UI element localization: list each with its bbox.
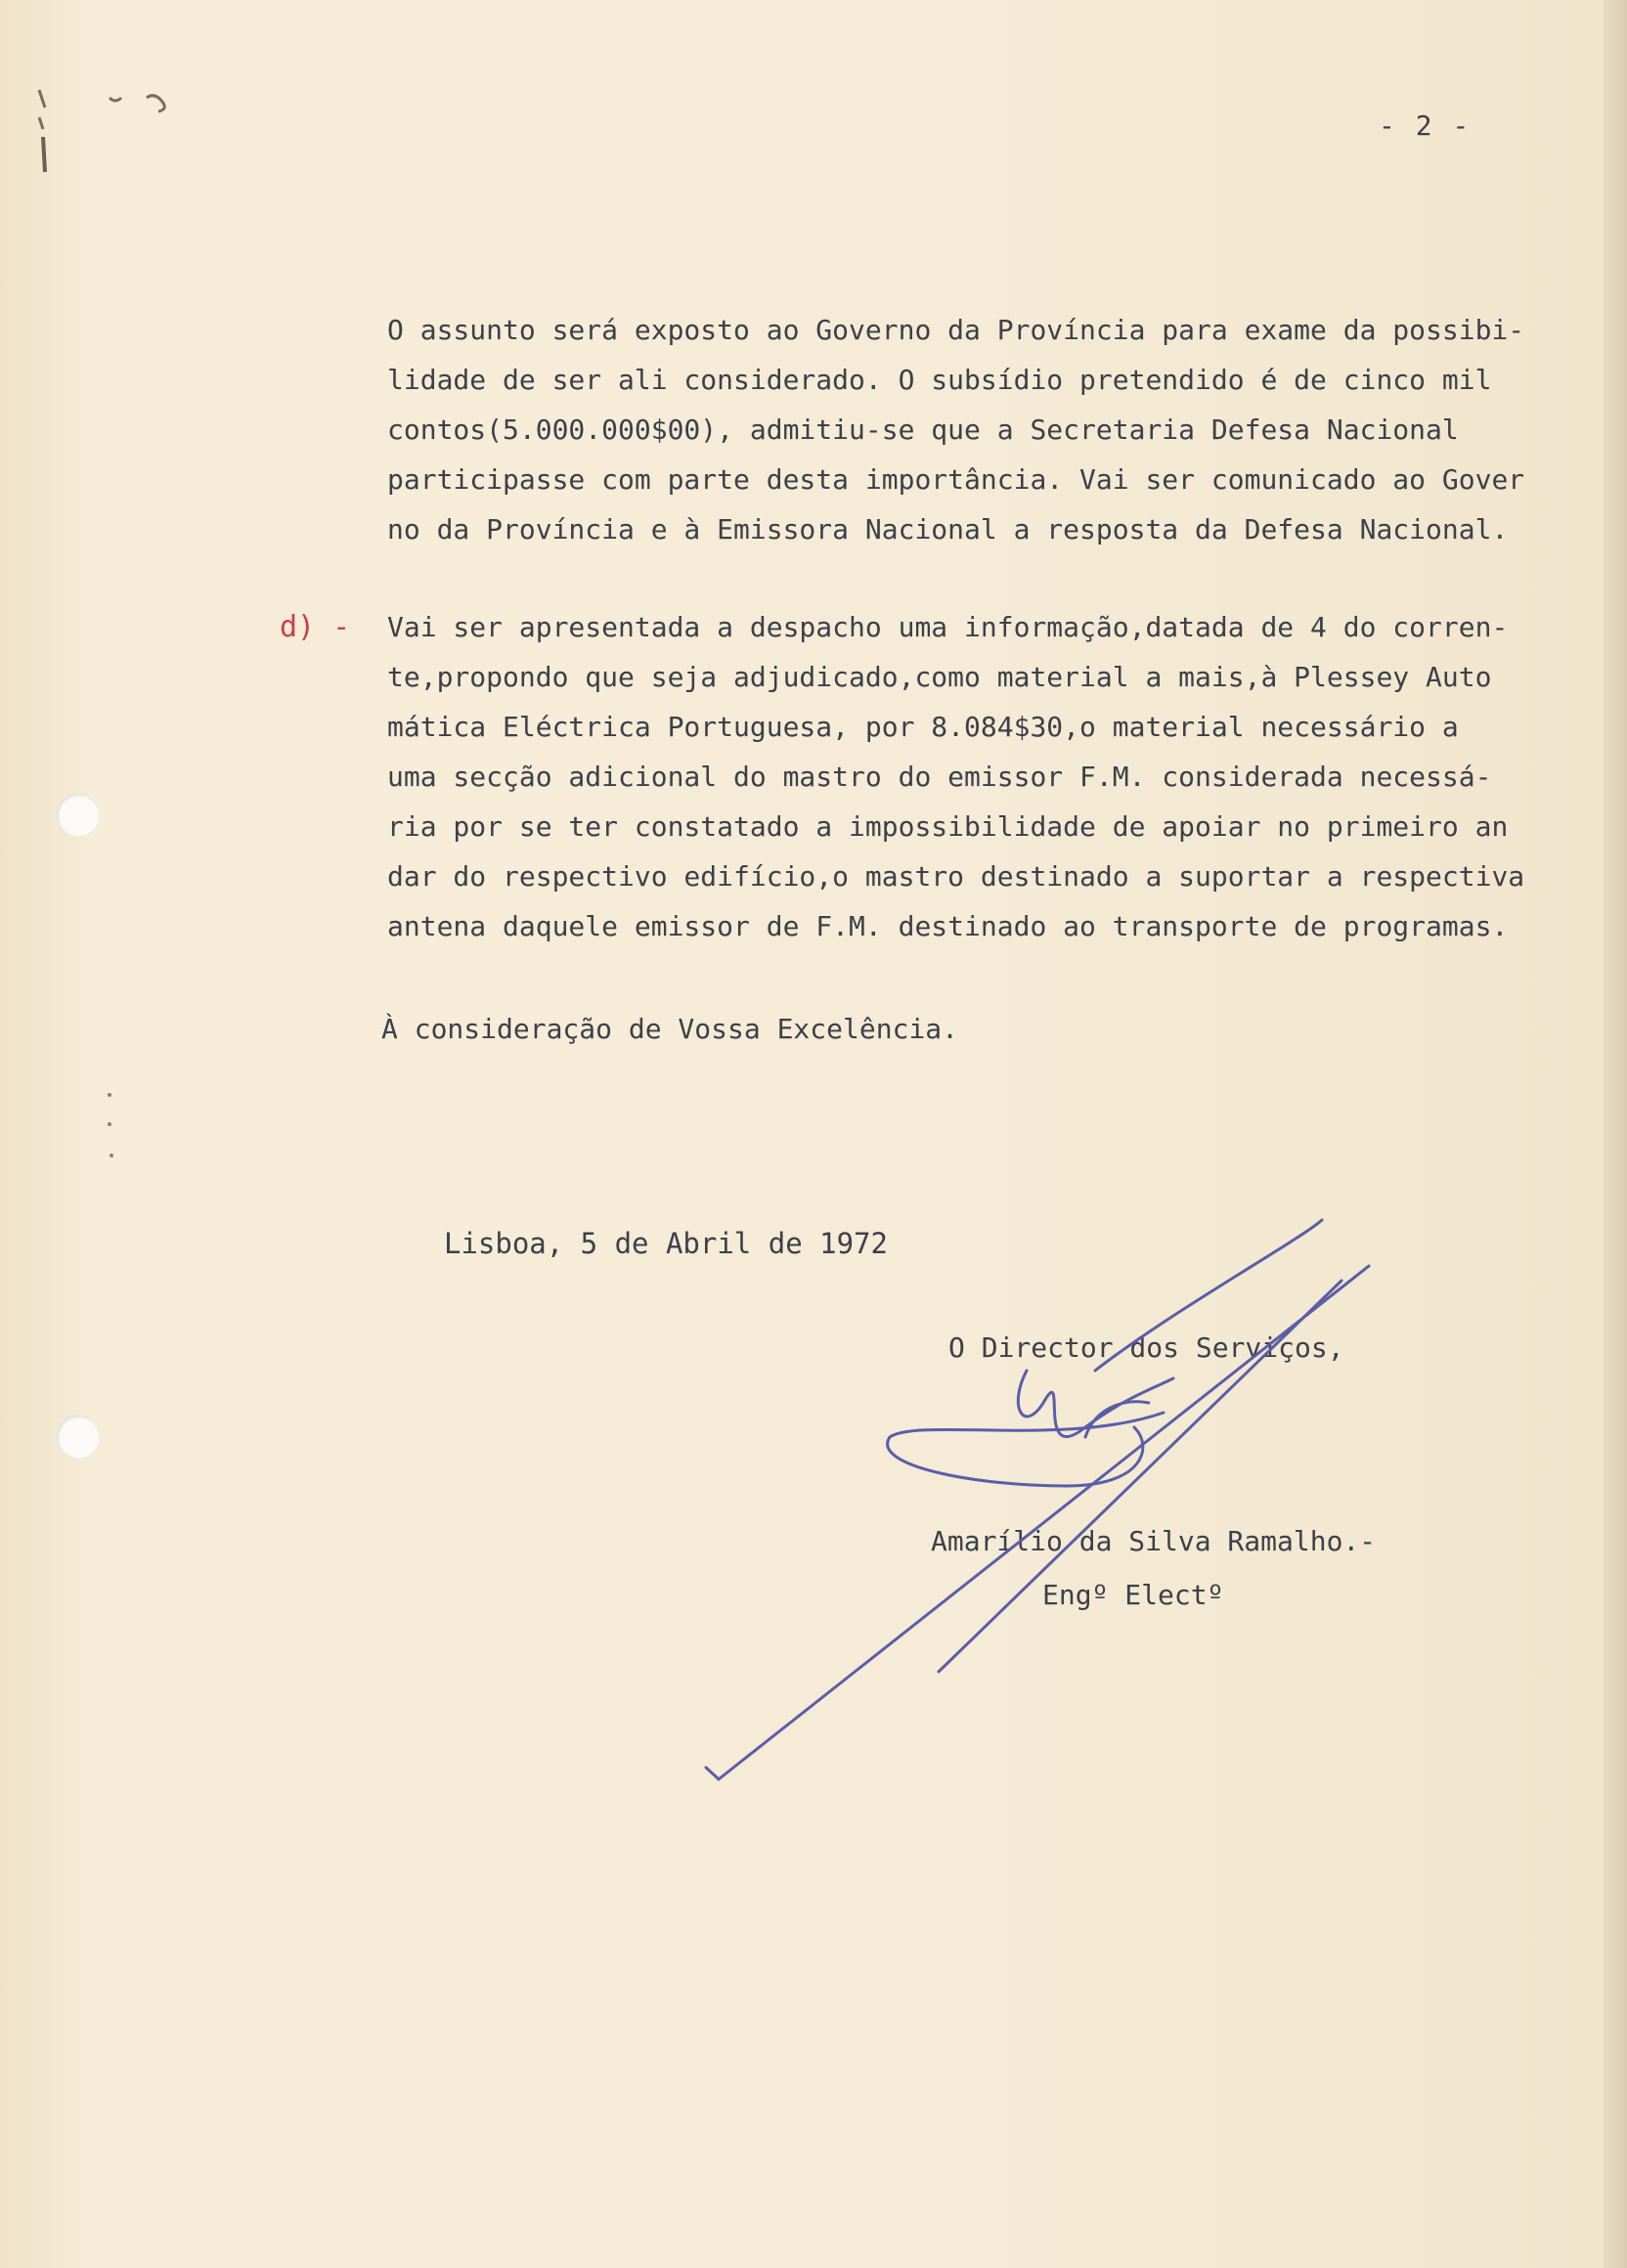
text-line: te,propondo que seja adjudicado,como material a mais,à Plessey Auto (387, 661, 1492, 693)
signatory-title: Engº Electº (1042, 1579, 1224, 1611)
item-d-marker: d) - (280, 610, 351, 644)
page-number: - 2 - (1379, 109, 1472, 142)
text-line: Vai ser apresentada a despacho uma informação,datada de 4 do corren- (387, 611, 1509, 643)
paper-edge (1604, 0, 1627, 2268)
punch-hole (57, 794, 100, 837)
text-line: lidade de ser ali considerado. O subsídio pretendido é de cinco mil (387, 364, 1492, 396)
text-line: participasse com parte desta importância. Vai ser comunicado ao Gover (387, 463, 1525, 496)
text-line: dar do respectivo edifício,o mastro destinado a suportar a respectiva (387, 860, 1525, 893)
paragraph-item-d (387, 602, 1525, 951)
text-line: ria por se ter constatado a impossibilidade de apoiar no primeiro an (387, 810, 1509, 843)
text-line: contos(5.000.000$00), admitiu-se que a Secretaria Defesa Nacional (387, 414, 1459, 446)
text-line: uma secção adicional do mastro do emissor F.M. considerada necessá- (387, 761, 1492, 793)
text-line: O assunto será exposto ao Governo da Província para exame da possibi- (387, 314, 1525, 346)
text-line: mática Eléctrica Portuguesa, por 8.084$30,o material necessário a (387, 711, 1459, 743)
punch-hole (57, 1416, 100, 1459)
paragraph-first (387, 305, 1525, 554)
closing-line: À consideração de Vossa Excelência. (381, 1013, 959, 1045)
place-date: Lisboa, 5 de Abril de 1972 (444, 1227, 888, 1260)
signatory-name: Amarílio da Silva Ramalho.- (931, 1525, 1377, 1557)
signatory-role: O Director dos Serviços, (948, 1331, 1344, 1364)
text-line: antena daquele emissor de F.M. destinado ao transporte de programas. (387, 910, 1509, 942)
text-line: no da Província e à Emissora Nacional a resposta da Defesa Nacional. (387, 513, 1509, 545)
